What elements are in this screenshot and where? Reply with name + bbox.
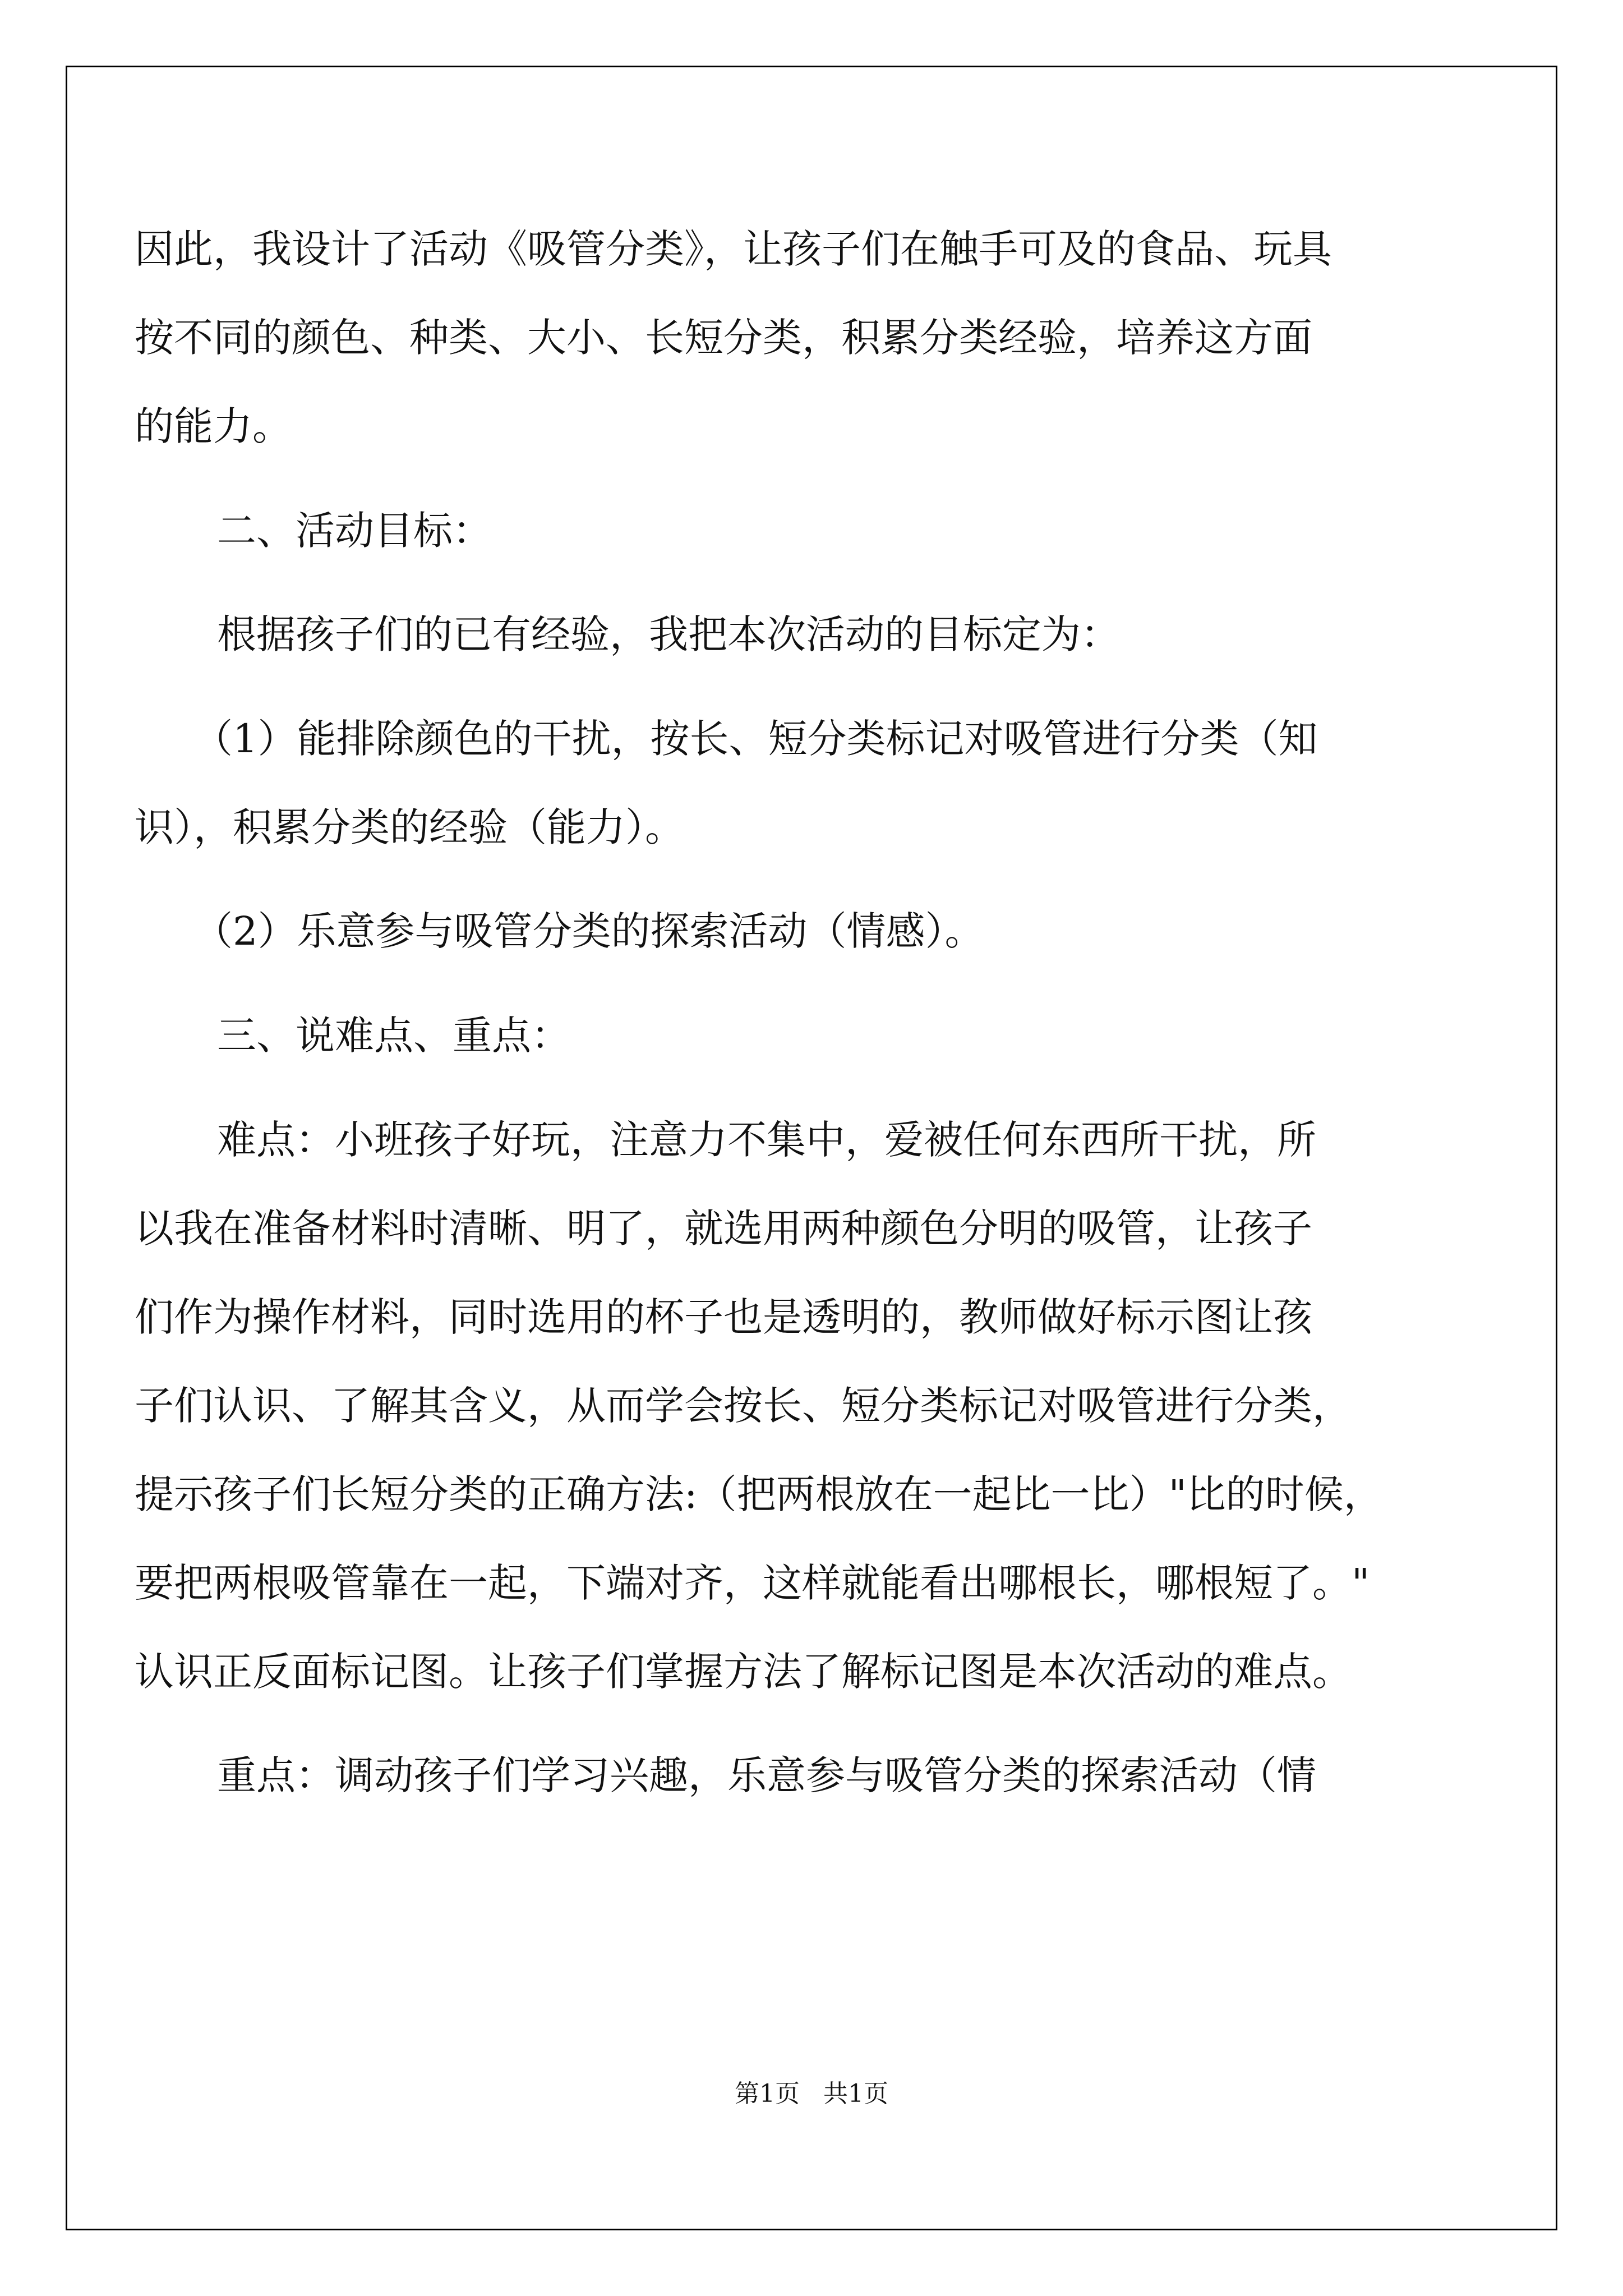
text-line: 以我在准备材料时清晰、明了，就选用两种颜色分明的吸管，让孩子 (135, 1205, 1312, 1251)
text-line: 要把两根吸管靠在一起，下端对齐，这样就能看出哪根长，哪根短了。" (135, 1560, 1370, 1606)
text-line: 认识正反面标记图。让孩子们掌握方法了解标记图是本次活动的难点。 (135, 1649, 1352, 1695)
text-line: 难点：小班孩子好玩，注意力不集中，爱被任何东西所干扰，所 (217, 1117, 1316, 1163)
page-number-footer: 第1页 共1页 (735, 2079, 888, 2108)
text-line: （1）能排除颜色的干扰，按长、短分类标记对吸管进行分类（知 (193, 716, 1318, 762)
text-line: 的能力。 (135, 403, 292, 449)
text-line: 们作为操作材料，同时选用的杯子也是透明的，教师做好标示图让孩 (135, 1294, 1312, 1340)
text-line: 子们认识、了解其含义，从而学会按长、短分类标记对吸管进行分类， (135, 1383, 1352, 1429)
text-line: 根据孩子们的已有经验，我把本次活动的目标定为： (217, 611, 1120, 657)
section-heading: 二、活动目标： (217, 508, 492, 554)
section-heading: 三、说难点、重点： (217, 1013, 570, 1059)
text-line: （2）乐意参与吸管分类的探索活动（情感）。 (193, 908, 984, 954)
text-line: 重点：调动孩子们学习兴趣，乐意参与吸管分类的探索活动（情 (217, 1752, 1316, 1798)
text-line: 识），积累分类的经验（能力）。 (135, 804, 684, 850)
text-line: 按不同的颜色、种类、大小、长短分类，积累分类经验，培养这方面 (135, 315, 1312, 361)
text-line: 因此，我设计了活动《吸管分类》，让孩子们在触手可及的食品、玩具 (135, 226, 1332, 272)
text-line: 提示孩子们长短分类的正确方法:（把两根放在一起比一比）"比的时候， (135, 1471, 1383, 1517)
